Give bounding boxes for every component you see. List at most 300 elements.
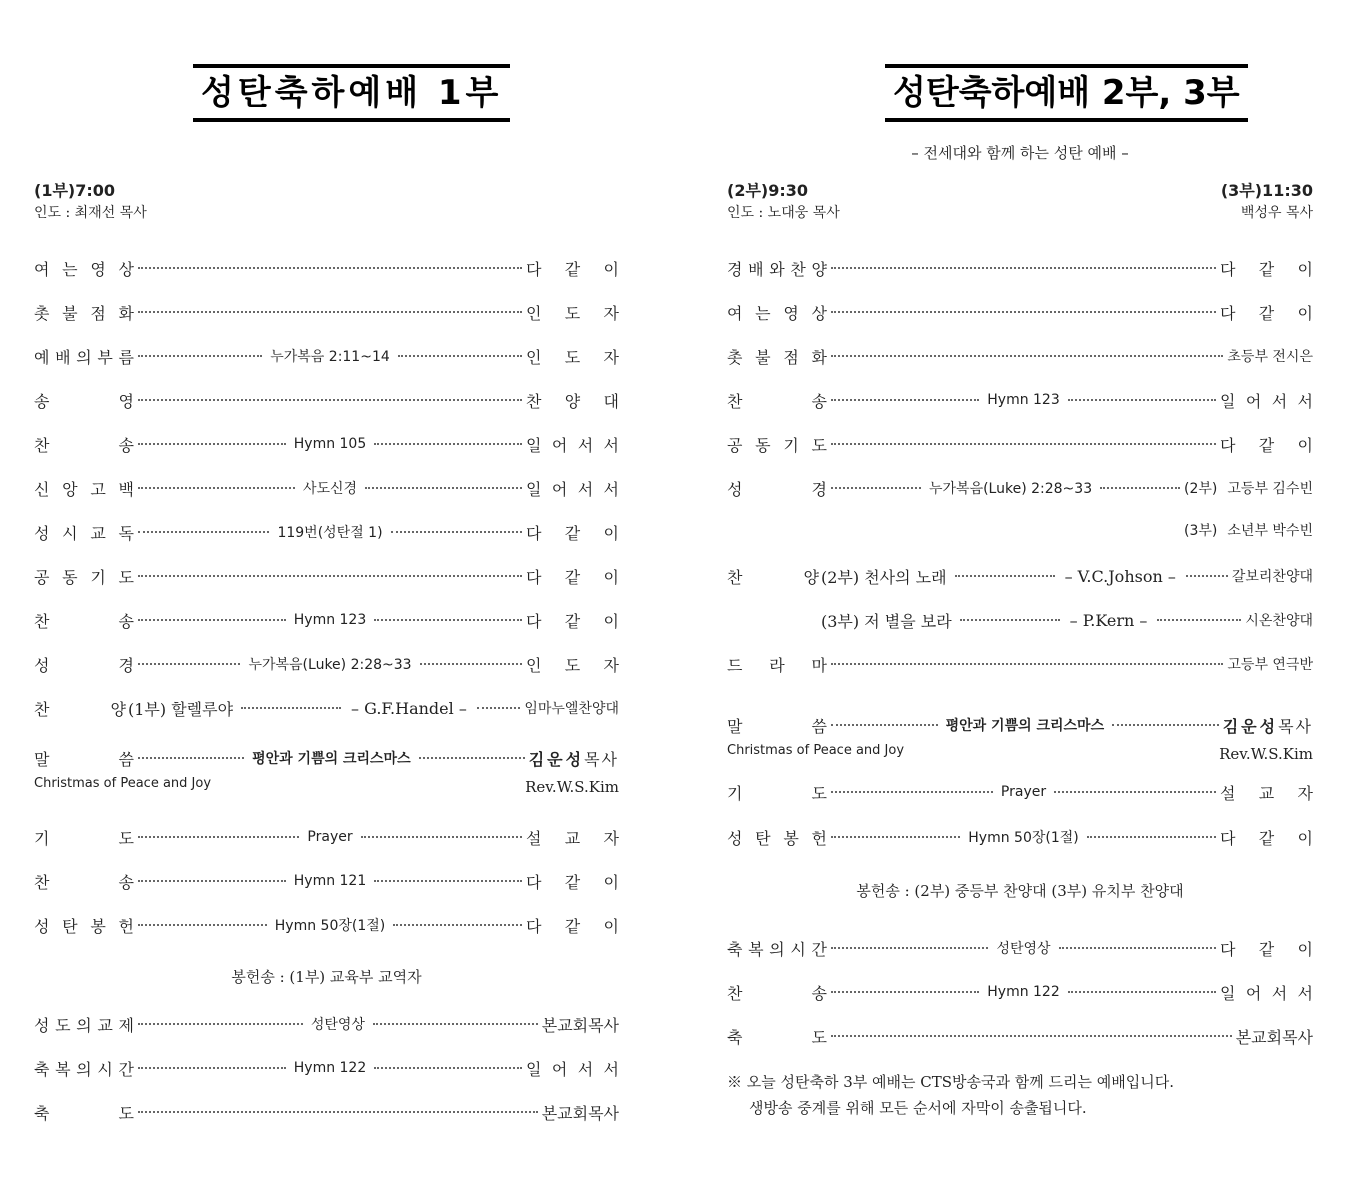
- order-item-content: Hymn 122: [987, 984, 1060, 1000]
- order-item-content: 119번(성탄절 1): [277, 525, 383, 541]
- order-item: [34, 344, 619, 368]
- order-item-performer: [526, 301, 619, 324]
- order-item-performer-char: 이: [1297, 303, 1313, 323]
- order-item-performer: [526, 477, 619, 500]
- dot-leader: [374, 880, 522, 882]
- order-item-label: [34, 345, 134, 368]
- order-item-label-char: 경: [811, 479, 827, 499]
- dot-leader: [373, 1023, 538, 1025]
- dot-leader: [138, 1067, 286, 1069]
- order-item-performer-char: 같: [564, 567, 581, 587]
- order-item-label-char: 경: [727, 259, 743, 279]
- order-item-performer-char: 서: [603, 1059, 619, 1079]
- order-item-row: [34, 825, 619, 849]
- anthem-title: (2부) 천사의 노래: [821, 567, 947, 587]
- order-item-performer-char: 이: [603, 259, 619, 279]
- order-item-performer: 본교회목사: [541, 1103, 619, 1123]
- order-item-label: [727, 477, 827, 500]
- order-item-label-char: 예: [34, 347, 50, 367]
- dot-leader: [138, 267, 522, 269]
- order-item-row: [727, 256, 1313, 280]
- order-item-content: 성탄영상: [996, 941, 1051, 957]
- offertory-song: 봉헌송 : (2부) 중등부 찬양대 (3부) 유치부 찬양대: [856, 882, 1184, 900]
- dot-leader: [831, 399, 979, 401]
- order-item-row: [34, 1100, 619, 1124]
- order-item-label-char: 탄: [755, 828, 771, 848]
- dot-leader: [420, 663, 522, 665]
- dot-leader: [831, 487, 921, 489]
- order-item-performer-char: 같: [1258, 939, 1275, 959]
- order-item-performer-char: 자: [603, 655, 620, 675]
- order-item-performer-char: 어: [1245, 391, 1262, 411]
- order-item-row: [727, 780, 1313, 804]
- order-item-performer: [526, 870, 619, 893]
- order-item-label: [727, 257, 827, 280]
- order-item-performer-char: 같: [564, 872, 581, 892]
- order-item-performer-char: 교: [564, 828, 581, 848]
- dot-leader: [374, 619, 522, 621]
- order-item-performer-char: 이: [603, 872, 619, 892]
- order-item-performer-char: 어: [551, 479, 568, 499]
- order-item-content: 사도신경: [302, 481, 358, 497]
- order-item-content: Hymn 121: [293, 873, 367, 889]
- order-item-label-char: 영: [783, 303, 799, 323]
- order-item-label-char: 도: [811, 783, 827, 803]
- order-item-performer: [526, 345, 619, 368]
- order-item-label-char: 기: [783, 435, 799, 455]
- order-item-row: [34, 432, 619, 456]
- order-item: [34, 256, 619, 280]
- order-item: [34, 520, 619, 544]
- anthem-row: [34, 696, 619, 720]
- order-item-performer-char: 도: [564, 655, 581, 675]
- order-item: [34, 869, 619, 893]
- sermon-label-char: 말: [34, 749, 50, 769]
- preacher-name: 김운성: [1222, 716, 1279, 736]
- dot-leader: [138, 575, 522, 577]
- order-item-label-char: 간: [118, 1059, 134, 1079]
- order-item-label-char: 마: [811, 655, 827, 675]
- order-item-row: [34, 1056, 619, 1080]
- order-item-performer-char: 이: [1297, 828, 1313, 848]
- order-item-label-char: 영: [118, 391, 134, 411]
- order-item: [727, 780, 1313, 804]
- order-item-content: Hymn 123: [293, 612, 367, 628]
- order-item-label-char: 성: [34, 1015, 50, 1035]
- order-item: [34, 388, 619, 412]
- order-item-label-char: 공: [34, 567, 50, 587]
- sermon-row: [727, 713, 1313, 737]
- dot-leader: [241, 707, 341, 709]
- dot-leader: [831, 724, 938, 726]
- order-item-performer-char: 설: [526, 828, 542, 848]
- order-item-label-char: 헌: [811, 828, 827, 848]
- order-item-label-char: 시: [62, 523, 78, 543]
- service-3-leader: 백성우 목사: [1240, 205, 1313, 221]
- order-item-label-char: 의: [769, 939, 785, 959]
- order-item-label-char: 제: [118, 1015, 134, 1035]
- dot-leader: [477, 707, 521, 709]
- order-item-label-char: 도: [811, 1027, 827, 1047]
- dot-leader: [955, 575, 1055, 577]
- dot-leader: [398, 355, 522, 357]
- order-item-label-char: 는: [62, 259, 78, 279]
- order-item-performer-char: 자: [603, 828, 619, 848]
- order-item-performer: [1220, 301, 1313, 324]
- order-item-performer-char: 서: [1271, 983, 1288, 1003]
- dot-leader: [361, 836, 522, 838]
- order-item-label: [34, 1013, 134, 1036]
- order-item-row: [727, 344, 1313, 368]
- dot-leader: [138, 1111, 538, 1113]
- service-1-title: 성탄축하예배 1부: [193, 64, 510, 122]
- order-item-performer-char: 찬: [526, 391, 542, 411]
- dot-leader: [1068, 991, 1216, 993]
- order-item-label-char: 축: [727, 1027, 743, 1047]
- order-item-row: [727, 1024, 1313, 1048]
- dot-leader: [138, 443, 286, 445]
- anthem: [727, 608, 1313, 632]
- anthem-label-char: 찬: [34, 699, 50, 719]
- order-item: [34, 476, 619, 500]
- order-item-performer: [526, 914, 619, 937]
- order-item-label-char: 성: [34, 523, 50, 543]
- order-item: [34, 825, 619, 849]
- dot-leader: [138, 399, 522, 401]
- order-item-label-char: 는: [755, 303, 771, 323]
- order-item-content: 누가복음 2:11~14: [270, 349, 390, 365]
- order-item-performer-char: 일: [526, 479, 542, 499]
- service-1-time: (1부)7:00: [34, 181, 116, 200]
- sermon-row: [34, 746, 619, 770]
- broadcast-note: ※ 오늘 성탄축하 3부 예배는 CTS방송국과 함께 드리는 예배입니다.: [727, 1073, 1174, 1091]
- order-item-performer-char: 다: [1220, 303, 1236, 323]
- order-item-label-char: 점: [783, 347, 799, 367]
- order-item-performer-char: 서: [1297, 983, 1313, 1003]
- service-3-time: (3부)11:30: [1220, 181, 1313, 200]
- order-item-row: [727, 825, 1313, 849]
- dot-leader: [138, 355, 262, 357]
- order-item-performer-char: 다: [1220, 435, 1236, 455]
- order-item-performer-char: 일: [526, 1059, 542, 1079]
- order-item-label: [34, 257, 134, 280]
- order-item-label: [34, 653, 134, 676]
- order-item-performer-char: 다: [526, 872, 542, 892]
- offertory-song: 봉헌송 : (1부) 교육부 교역자: [231, 968, 422, 986]
- anthem-composer: – V.C.Johson –: [1064, 566, 1176, 586]
- order-item-performer-char: 다: [1220, 939, 1236, 959]
- order-item-performer-char: 다: [1220, 828, 1236, 848]
- order-item-label-char: 송: [811, 983, 827, 1003]
- service-3-tag: (3부): [1184, 523, 1218, 539]
- order-item-performer-char: 인: [526, 303, 542, 323]
- dot-leader: [1186, 575, 1228, 577]
- order-item-label-char: 촛: [727, 347, 743, 367]
- order-item-label-char: 송: [118, 611, 134, 631]
- order-item-performer-char: 서: [577, 435, 594, 455]
- order-item-label-char: 기: [727, 783, 743, 803]
- dot-leader: [831, 1035, 1232, 1037]
- order-item-label-char: 찬: [34, 611, 50, 631]
- dot-leader: [831, 443, 1216, 445]
- order-item-label: [727, 389, 827, 412]
- order-item-performer: [526, 609, 619, 632]
- order-item-label-char: 복: [748, 939, 764, 959]
- order-item-label-char: 화: [811, 347, 827, 367]
- order-item-performer-char: 서: [603, 435, 619, 455]
- dot-leader: [960, 619, 1060, 621]
- order-item-label-char: 축: [34, 1059, 50, 1079]
- anthem-choir: 갈보리찬양대: [1231, 569, 1313, 585]
- order-item-label-char: 도: [811, 435, 827, 455]
- scripture-reader-3: 소년부 박수빈: [1227, 523, 1313, 539]
- order-item-performer-char: 어: [551, 435, 568, 455]
- order-item-performer-char: 어: [551, 1059, 568, 1079]
- service-2-leader: 인도 : 노대웅 목사: [727, 205, 840, 221]
- order-item-label-char: 도: [118, 1103, 134, 1123]
- order-item-label-char: 찬: [34, 872, 50, 892]
- order-item-label-char: 부: [97, 347, 113, 367]
- order-item-label-char: 상: [811, 303, 827, 323]
- order-item-performer-char: 같: [564, 259, 581, 279]
- order-item-row: [34, 388, 619, 412]
- sermon-title: 평안과 기쁨의 크리스마스: [252, 751, 411, 767]
- order-item-label-char: 찬: [34, 435, 50, 455]
- order-item-label-char: 양: [811, 259, 827, 279]
- order-item-performer-char: 다: [526, 611, 542, 631]
- order-item-performer-char: 같: [1258, 259, 1275, 279]
- order-item-label-char: 송: [118, 435, 134, 455]
- order-item-label-char: 성: [34, 655, 50, 675]
- order-item-performer-char: 같: [1258, 435, 1275, 455]
- order-item-label-char: 경: [118, 655, 134, 675]
- order-item-label-char: 탄: [62, 916, 78, 936]
- order-item: [727, 652, 1313, 676]
- order-item-performer: [526, 826, 619, 849]
- dot-leader: [831, 991, 979, 993]
- dot-leader: [1068, 399, 1216, 401]
- anthem: [727, 564, 1313, 588]
- order-item-performer-char: 양: [564, 391, 581, 411]
- order-item-performer-char: 이: [603, 916, 619, 936]
- order-item-label-char: 간: [811, 939, 827, 959]
- order-item-label-char: 와: [769, 259, 785, 279]
- order-item-label-char: 축: [727, 939, 743, 959]
- order-item: [727, 476, 1313, 500]
- order-item-row: [34, 344, 619, 368]
- dot-leader: [138, 663, 240, 665]
- order-item-label: [34, 521, 134, 544]
- order-item-label-char: 교: [97, 1015, 113, 1035]
- order-item-performer: [526, 433, 619, 456]
- order-item-row: [34, 1012, 619, 1036]
- dot-leader: [393, 924, 522, 926]
- order-item-performer-char: 인: [526, 655, 542, 675]
- order-item-performer-char: 일: [526, 435, 542, 455]
- scripture-reader-3-line: [1184, 520, 1313, 540]
- order-item-performer-char: 일: [1220, 391, 1236, 411]
- order-item-label-char: 불: [755, 347, 771, 367]
- order-item-label: [727, 981, 827, 1004]
- order-item-row: [34, 608, 619, 632]
- order-item-performer-char: 이: [603, 611, 619, 631]
- order-item-label-char: 시: [790, 939, 806, 959]
- order-item-label-char: 배: [55, 347, 71, 367]
- order-item-performer: [526, 653, 619, 676]
- anthem-title: (3부) 저 별을 보라: [821, 611, 952, 631]
- order-item-label-char: 동: [62, 567, 78, 587]
- order-item-label-char: 화: [118, 303, 134, 323]
- order-item-label-char: 앙: [62, 479, 78, 499]
- order-item: [34, 913, 619, 937]
- order-item-label-char: 송: [811, 391, 827, 411]
- order-item-label-char: 성: [34, 916, 50, 936]
- order-item-label-char: 찬: [727, 391, 743, 411]
- order-item-content: 성탄영상: [310, 1017, 365, 1033]
- dot-leader: [831, 663, 1223, 665]
- order-item-performer: [1220, 389, 1313, 412]
- order-item-content: Hymn 123: [987, 392, 1060, 408]
- order-item-performer-char: 이: [1297, 435, 1313, 455]
- order-item-label-char: 찬: [790, 259, 806, 279]
- order-item-row: [34, 476, 619, 500]
- order-item-row: [34, 869, 619, 893]
- scripture-reader-2: 고등부 김수빈: [1227, 481, 1313, 497]
- dot-leader: [374, 443, 522, 445]
- order-item: [34, 564, 619, 588]
- order-item-performer-char: 다: [526, 567, 542, 587]
- order-item-performer: [1220, 433, 1313, 456]
- order-item-performer: [1184, 478, 1313, 498]
- service-2-time: (2부)9:30: [727, 181, 809, 200]
- dot-leader: [391, 531, 522, 533]
- dot-leader: [1059, 947, 1216, 949]
- order-item-label-char: 송: [118, 872, 134, 892]
- order-item-content: Hymn 105: [293, 436, 367, 452]
- preacher: [529, 747, 619, 770]
- order-item-performer-char: 교: [1258, 783, 1275, 803]
- order-item: [727, 980, 1313, 1004]
- order-item-performer: [526, 389, 619, 412]
- order-item-performer-char: 다: [526, 523, 542, 543]
- dot-leader: [138, 487, 295, 489]
- sermon-title-wrap: [942, 715, 1109, 735]
- dot-leader: [831, 355, 1223, 357]
- order-item-label-char: 의: [76, 347, 92, 367]
- dot-leader: [1054, 791, 1216, 793]
- sermon-label-char: 씀: [118, 749, 134, 769]
- order-item-label-char: 공: [727, 435, 743, 455]
- sermon-label-char: 씀: [811, 716, 827, 736]
- order-item-row: [34, 564, 619, 588]
- order-item-label-char: 영: [90, 259, 106, 279]
- order-item-performer-char: 서: [577, 1059, 594, 1079]
- order-item-performer-char: 대: [603, 391, 619, 411]
- order-item-label-char: 성: [727, 479, 743, 499]
- anthem-label-char: 양: [803, 567, 819, 587]
- order-item-performer-char: 자: [603, 347, 619, 367]
- order-item-performer: 초등부 전시은: [1227, 349, 1313, 365]
- order-item-label: [727, 781, 827, 804]
- order-item-row: [34, 520, 619, 544]
- order-item-performer-char: 이: [1297, 939, 1314, 959]
- anthem-composer: – G.F.Handel –: [351, 698, 467, 718]
- sermon-title: 평안과 기쁨의 크리스마스: [945, 718, 1105, 734]
- dot-leader: [1157, 619, 1241, 621]
- order-item-performer: [526, 565, 619, 588]
- sermon-title-en: Christmas of Peace and Joy: [727, 743, 905, 758]
- dot-leader: [831, 947, 988, 949]
- order-item-performer-char: 같: [1258, 828, 1275, 848]
- dot-leader: [419, 757, 525, 759]
- dot-leader: [1112, 724, 1219, 726]
- order-item-label-char: 점: [90, 303, 106, 323]
- order-item-label-char: 도: [118, 567, 134, 587]
- anthem-row: [727, 564, 1313, 588]
- order-item-row: [34, 913, 619, 937]
- order-item-label-char: 시: [97, 1059, 113, 1079]
- order-item-performer-char: 서: [603, 479, 620, 499]
- sermon-label: [727, 714, 827, 737]
- anthem: [34, 696, 619, 720]
- order-item-label-char: 독: [118, 523, 134, 543]
- order-item-label-char: 여: [727, 303, 743, 323]
- order-item-row: [727, 652, 1313, 676]
- order-item-label-char: 여: [34, 259, 50, 279]
- preacher-name: 김운성: [528, 749, 585, 769]
- order-item-label: [34, 826, 134, 849]
- order-item-label: [727, 301, 827, 324]
- order-item-performer-char: 일: [1220, 983, 1236, 1003]
- order-item-content: 누가복음(Luke) 2:28~33: [929, 481, 1093, 497]
- order-item-performer-char: 같: [1258, 303, 1275, 323]
- order-item: [727, 256, 1313, 280]
- order-item-label-char: 드: [727, 655, 743, 675]
- order-item-label: [34, 433, 134, 456]
- order-item-label-char: 봉: [90, 916, 106, 936]
- order-item-row: [34, 300, 619, 324]
- order-item-label: [34, 1057, 134, 1080]
- dot-leader: [365, 487, 522, 489]
- anthem-row: [727, 608, 1313, 632]
- preacher-name-en: Rev.W.S.Kim: [525, 778, 619, 796]
- order-item-row: [727, 980, 1313, 1004]
- order-item-label-char: 불: [62, 303, 78, 323]
- order-item-row: [34, 652, 619, 676]
- order-item: [727, 300, 1313, 324]
- order-item: [727, 936, 1313, 960]
- dot-leader: [831, 311, 1216, 313]
- order-item-label: [727, 653, 827, 676]
- sermon-title-wrap: [248, 748, 415, 768]
- order-item-performer-char: 다: [526, 259, 542, 279]
- dot-leader: [138, 836, 299, 838]
- dot-leader: [374, 1067, 522, 1069]
- order-item-row: [727, 432, 1313, 456]
- order-item: [727, 344, 1313, 368]
- order-item-label: [727, 1025, 827, 1048]
- preacher: [1223, 714, 1313, 737]
- order-item-label-char: 송: [34, 391, 50, 411]
- order-item-label-char: 교: [90, 523, 106, 543]
- order-item-performer: [526, 257, 619, 280]
- anthem-composer: – P.Kern –: [1069, 610, 1148, 630]
- order-item-performer-char: 이: [603, 567, 619, 587]
- dot-leader: [831, 836, 960, 838]
- order-item-label: [34, 609, 134, 632]
- dot-leader: [1100, 487, 1180, 489]
- order-item-performer: 본교회목사: [541, 1015, 620, 1035]
